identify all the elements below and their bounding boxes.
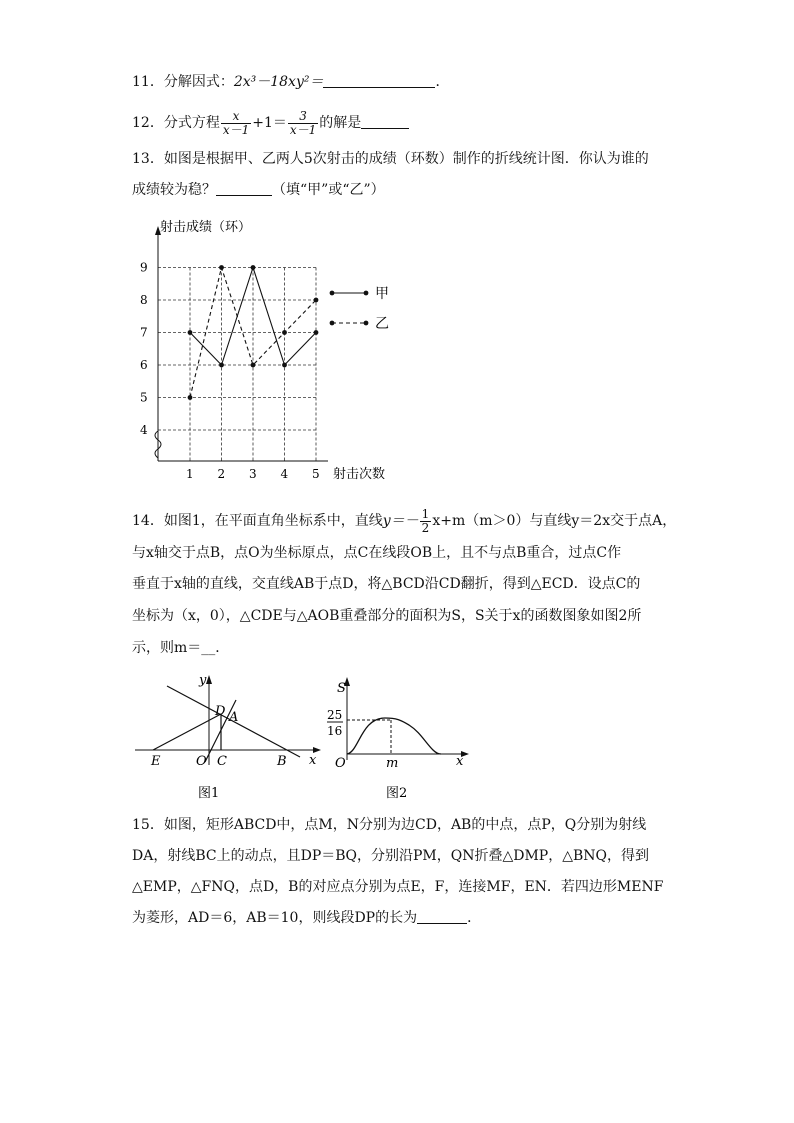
y-axis-title: 射击成绩（环） [160,220,252,235]
q12-frac1-numerator: x [221,110,251,124]
fig2-curve [347,718,441,754]
q13-number: 13． [132,151,164,167]
fig1-label-c: C [217,754,227,769]
shooting-score-line-chart [140,215,420,485]
legend-dot-start-乙 [330,321,335,326]
fig1-label-b: B [277,754,287,769]
q11-end: ． [435,74,450,90]
question-13-line-1 [132,149,649,169]
y-tick-label-6: 6 [140,358,148,372]
q14-eq-b: x+m（m＞0）与直线y＝2x交于点A， [432,513,677,529]
y-tick-label-8: 8 [140,293,148,307]
question-12 [132,106,409,140]
q13-line-2a: 成绩较为稳？ [132,182,216,198]
y-tick-label-7: 7 [140,325,148,340]
x-tick-label-5: 5 [312,467,320,481]
fig1-label-a: A [229,710,239,725]
q15-line-2: DA，射线BC上的动点，且DP＝BQ，分别沿PM，QN折叠△DMP，△BNQ，得到 [132,848,650,864]
question-14-line-5 [132,638,229,658]
q12-number: 12． [132,115,164,131]
chart-labels [140,219,385,482]
fig2-caption: 图2 [386,786,408,801]
legend-label-甲: 甲 [375,286,389,302]
series-point-乙-1 [188,395,193,400]
q12-frac2-denominator: x－1 [289,122,317,137]
legend-dot-start-甲 [330,291,335,296]
q14-line-3: 垂直于x轴的直线，交直线AB于点D，将△BCD沿CD翻折，得到△ECD．设点C的 [132,576,641,592]
fig2-label-o: O [335,756,346,771]
q13-answer-blank[interactable] [216,181,272,196]
q13-line-2b: （填“甲”或“乙”） [272,182,385,198]
x-tick-label-1: 1 [186,467,194,481]
q12-frac2-numerator: 3 [288,110,318,124]
chart-grid [158,268,316,462]
q14-figure-1 [135,670,325,805]
legend-dot-end-乙 [364,321,369,326]
y-tick-label-4: 4 [140,423,148,437]
fig2-label-x: x [456,754,464,769]
q14-figure-2 [325,670,475,805]
series-point-乙-5 [314,298,319,303]
fig2-label-s: S [337,681,346,696]
q13-line-1: 如图是根据甲、乙两人5次射击的成绩（环数）制作的折线统计图．你认为谁的 [163,151,649,167]
question-14-line-3 [132,574,640,594]
q12-suffix: 的解是 [319,115,362,131]
question-14-line-1 [132,506,676,536]
question-15-line-1 [132,815,646,835]
q14-line-4: 坐标为（x，0），△CDE与△AOB重叠部分的面积为S，S关于x的函数图象如图2所 [132,608,642,624]
chart-legend [330,286,389,332]
q15-answer-blank[interactable] [417,909,467,924]
fig1-label-e: E [151,754,161,769]
q14-frac-denominator: 2 [421,520,430,535]
fig1-label-x: x [309,753,317,768]
q14-line-5: 示，则m＝__． [132,640,230,656]
q15-line-1: 如图，矩形ABCD中，点M，N分别为边CD，AB的中点，点P，Q分别为射线 [163,817,647,833]
q15-end: ． [467,910,482,926]
y-tick-label-9: 9 [140,260,148,275]
q15-line-4: 为菱形，AD＝6，AB＝10，则线段DP的长为 [132,910,418,926]
q14-fraction [420,508,432,535]
q12-answer-blank[interactable] [361,114,409,129]
q12-frac1-denominator: x－1 [222,122,250,137]
fig2-value-denominator: 16 [327,724,343,738]
series-point-乙-4 [282,330,287,335]
series-point-乙-2 [219,265,224,270]
q12-plus-one: +1＝ [252,115,287,131]
legend-dot-end-甲 [364,291,369,296]
series-point-甲-2 [219,363,224,368]
series-point-甲-1 [188,330,193,335]
q14-line-2: 与x轴交于点B，点O为坐标原点，点C在线段OB上，且不与点B重合，过点C作 [132,545,622,561]
q11-expression: 2x³－18xy²＝ [233,74,324,90]
chart-axes [155,226,328,461]
question-15-line-4 [132,908,481,928]
q14-eq-a: y＝－ [382,513,419,529]
q12-fraction-1 [221,110,251,137]
question-15-line-3 [132,877,663,897]
series-point-乙-3 [251,363,256,368]
question-15-line-2 [132,846,649,866]
fig1-label-o: O [196,754,207,769]
y-tick-label-5: 5 [140,390,148,405]
fig1-line-ed [153,714,221,750]
x-tick-label-4: 4 [280,467,289,481]
q12-fraction-2 [288,110,318,137]
q11-number: 11． [132,74,164,90]
q15-number: 15． [132,817,164,833]
question-13-line-2 [132,180,385,200]
legend-label-乙: 乙 [375,316,389,332]
q12-text: 分式方程 [163,115,220,131]
series-point-甲-4 [282,363,287,368]
x-axis-title: 射击次数 [333,467,386,482]
fig1-y-arrow [206,675,212,684]
q15-line-3: △EMP，△FNQ，点D，B的对应点分别为点E，F，连接MF，EN．若四边形MENF [132,879,664,895]
fig1-label-d: D [215,704,226,719]
fig2-label-m: m [386,756,399,771]
x-tick-label-3: 3 [249,467,257,481]
question-11 [132,72,449,92]
q14-line-1a: 如图1，在平面直角坐标系中，直线 [163,513,383,529]
fig2-value-numerator: 25 [327,708,343,722]
question-14-line-4 [132,606,641,626]
series-point-甲-3 [251,265,256,270]
question-14-line-2 [132,543,621,563]
fig1-label-y: y [199,673,207,688]
q14-number: 14． [132,513,164,529]
fig1-caption: 图1 [198,786,220,801]
q11-text: 分解因式： [163,74,234,90]
q11-answer-blank[interactable] [323,73,435,88]
series-point-甲-5 [314,330,319,335]
q14-frac-numerator: 1 [421,506,430,521]
x-tick-label-2: 2 [217,467,226,481]
